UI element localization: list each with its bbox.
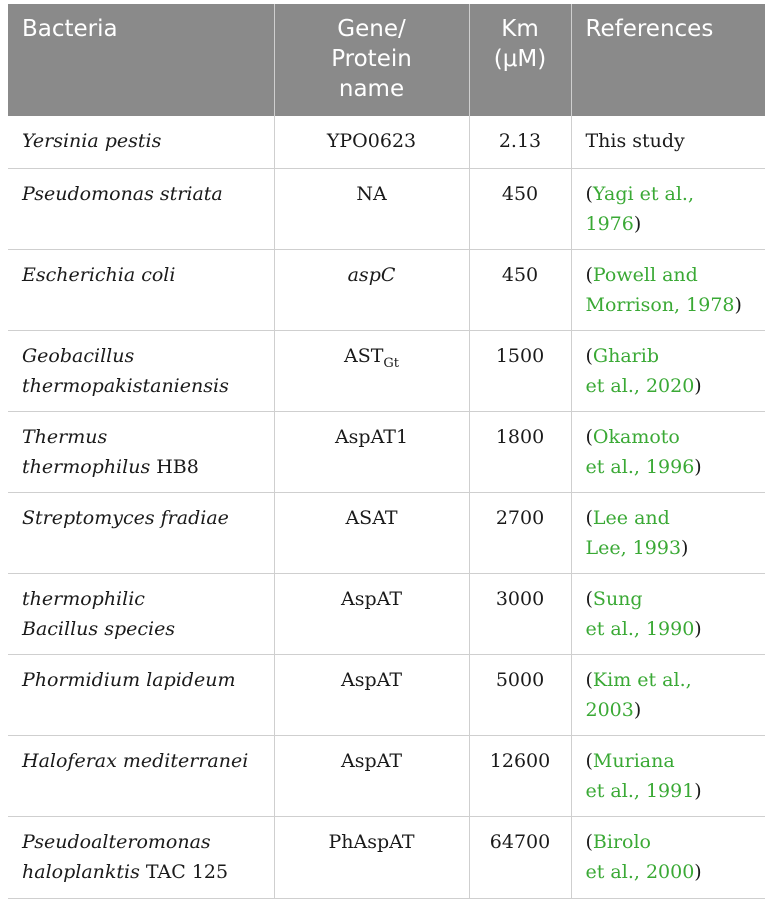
gene-cell: AspAT [274,654,469,735]
table-row [8,330,765,411]
table-row [8,116,765,168]
species-cell: Yersinia pestis [8,116,274,168]
ref-paren-open: ( [585,830,593,853]
ref-paren-close: ) [694,779,702,802]
km-cell: 3000 [469,573,571,654]
header-row [8,4,765,116]
reference-link[interactable]: Gharib [592,344,659,367]
reference-cell [571,411,765,492]
header-gene-line3: name [338,76,405,102]
header-km [469,4,571,116]
km-cell: 2.13 [469,116,571,168]
reference-link-line2[interactable]: et al., 1991 [585,779,695,802]
reference-cell [571,168,765,249]
species-cell [8,573,274,654]
species-cell [8,330,274,411]
reference-link[interactable]: Lee and [592,506,670,529]
ref-paren-open: ( [585,668,593,691]
gene-subscript: Gt [383,355,400,371]
table-row [8,573,765,654]
km-cell: 12600 [469,735,571,816]
reference-link[interactable]: Sung [592,587,643,610]
ref-paren-open: ( [585,587,593,610]
ref-paren-close: ) [694,617,702,640]
header-gene-line2: Protein [331,46,412,72]
species-line2-wrap [22,452,260,482]
species-line2: thermopakistaniensis [22,374,229,397]
ref-paren-open: ( [585,425,593,448]
km-cell: 1800 [469,411,571,492]
reference-cell [571,330,765,411]
species-cell: Streptomyces fradiae [8,492,274,573]
header-km-line1: Km [501,16,539,42]
table-row [8,816,765,898]
km-cell: 5000 [469,654,571,735]
reference-link-line2[interactable]: Lee, 1993 [585,536,682,559]
table-row [8,654,765,735]
gene-cell: AspAT [274,573,469,654]
reference-link[interactable]: Muriana [592,749,675,772]
species-line1: thermophilic [22,587,145,610]
reference-link[interactable]: Kim et al., 2003 [585,668,692,721]
reference-cell [571,249,765,330]
species-line2: Bacillus species [22,617,176,640]
header-gene-line1: Gene/ [337,16,406,42]
ref-paren-close: ) [694,374,702,397]
km-cell: 450 [469,249,571,330]
reference-cell [571,816,765,898]
ref-paren-close: ) [694,455,702,478]
ref-paren-open: ( [585,182,593,205]
gene-cell: NA [274,168,469,249]
reference-cell: This study [571,116,765,168]
reference-link[interactable]: Birolo [592,830,651,853]
reference-link[interactable]: Powell and [592,263,698,286]
gene-italic: aspC [347,263,396,286]
table-row [8,168,765,249]
km-cell: 64700 [469,816,571,898]
species-cell: Escherichia coli [8,249,274,330]
ref-paren-close: ) [694,860,702,883]
reference-link-line2[interactable]: et al., 1996 [585,455,695,478]
km-comparison-table [8,4,765,899]
km-cell: 2700 [469,492,571,573]
header-km-line2: (μM) [493,46,547,72]
gene-cell: PhAspAT [274,816,469,898]
species-cell: Phormidium lapideum [8,654,274,735]
km-cell: 1500 [469,330,571,411]
reference-link-line2[interactable]: et al., 1990 [585,617,695,640]
header-references: References [571,4,765,116]
header-bacteria: Bacteria [8,4,274,116]
gene-base: AST [343,344,384,367]
species-line1: Geobacillus [22,344,135,367]
species-strain: TAC 125 [139,860,229,883]
gene-cell: AspAT [274,735,469,816]
table-row [8,411,765,492]
ref-paren-open: ( [585,344,593,367]
ref-paren-open: ( [585,749,593,772]
reference-link[interactable]: Okamoto [592,425,680,448]
ref-paren-open: ( [585,263,593,286]
gene-cell: YPO0623 [274,116,469,168]
km-cell: 450 [469,168,571,249]
ref-paren-close: ) [734,293,742,316]
ref-paren-close: ) [681,536,689,559]
ref-paren-open: ( [585,506,593,529]
species-line1: Pseudoalteromonas [22,830,211,853]
species-cell [8,816,274,898]
gene-cell: ASAT [274,492,469,573]
species-line2: thermophilus [22,455,151,478]
reference-link-line2[interactable]: et al., 2020 [585,374,695,397]
table-row [8,735,765,816]
species-line1: Thermus [22,425,108,448]
table-row [8,249,765,330]
species-line2-wrap [22,857,260,887]
reference-cell [571,573,765,654]
reference-cell [571,492,765,573]
reference-cell [571,654,765,735]
gene-cell: AspAT1 [274,411,469,492]
reference-link-line2[interactable]: Morrison, 1978 [585,293,735,316]
species-line2: haloplanktis [22,860,140,883]
header-gene [274,4,469,116]
gene-cell [274,330,469,411]
gene-cell [274,249,469,330]
ref-paren-close: ) [633,698,642,721]
species-cell [8,411,274,492]
species-strain: HB8 [150,455,199,478]
reference-link[interactable]: Yagi et al., 1976 [585,182,694,235]
ref-paren-close: ) [633,212,642,235]
species-cell: Haloferax mediterranei [8,735,274,816]
reference-link-line2[interactable]: et al., 2000 [585,860,695,883]
table-row [8,492,765,573]
reference-cell [571,735,765,816]
species-cell: Pseudomonas striata [8,168,274,249]
